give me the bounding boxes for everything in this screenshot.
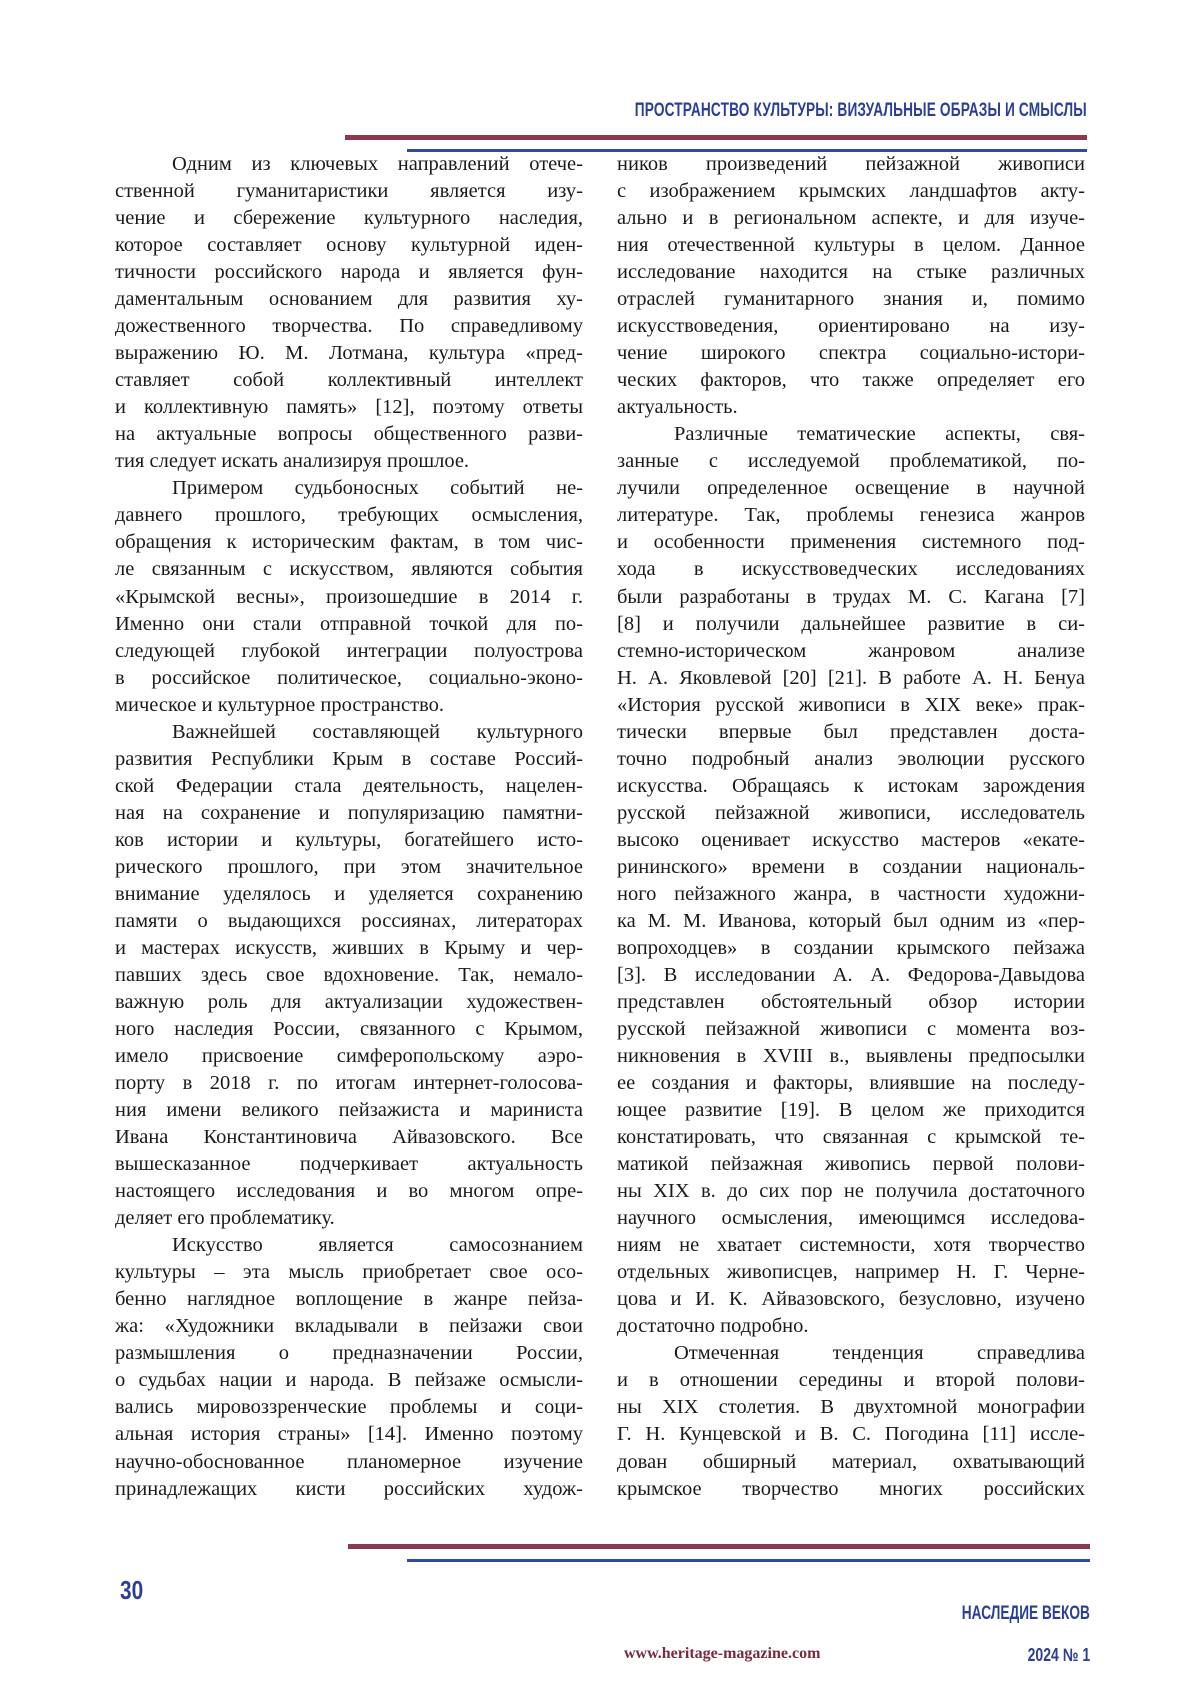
text-line: исследование находится на стыке различных (617, 259, 1085, 286)
text-line: искусства. Обращаясь к истокам зарождения (617, 773, 1085, 800)
text-line: Г. Н. Кунцевской и В. С. Погодина [11] иссле- (617, 1421, 1085, 1448)
section-title: ПРОСТРАНСТВО КУЛЬТУРЫ: ВИЗУАЛЬНЫЕ ОБРАЗЫ И СМЫСЛЫ (635, 100, 1087, 122)
website-link[interactable]: www.heritage-magazine.com (624, 1645, 820, 1663)
text-line: ально и в региональном аспекте, и для изуче- (617, 205, 1085, 232)
text-line: тически впервые был представлен доста- (617, 719, 1085, 746)
paragraph (115, 719, 583, 1233)
text-line: имело присвоение симферопольскому аэро- (115, 1043, 583, 1070)
text-line: ющее развитие [19]. В целом же приходится (617, 1097, 1085, 1124)
text-line: вопроходцев» в создании крымского пейзажа (617, 935, 1085, 962)
text-line: и мастерах искусств, живших в Крыму и чер- (115, 935, 583, 962)
text-line: развития Республики Крым в составе Россий- (115, 746, 583, 773)
text-line: ков истории и культуры, богатейшего исто- (115, 827, 583, 854)
magazine-name: НАСЛЕДИЕ ВЕКОВ (962, 1603, 1090, 1625)
text-line: русской пейзажной живописи, исследователь (617, 800, 1085, 827)
text-line: ного наследия России, связанного с Крымом, (115, 1016, 583, 1043)
paragraph (115, 475, 583, 718)
text-line: павших здесь свое вдохновение. Так, немало- (115, 962, 583, 989)
footer-divider-blue (407, 1559, 1090, 1562)
text-line: бенно наглядное воплощение в жанре пейза- (115, 1286, 583, 1313)
text-line: давнего прошлого, требующих осмысления, (115, 502, 583, 529)
text-line: настоящего исследования и во многом опре- (115, 1178, 583, 1205)
text-line: и коллективную память» [12], поэтому ответы (115, 394, 583, 421)
text-line: отдельных живописцев, например Н. Г. Черне- (617, 1259, 1085, 1286)
text-line: литературе. Так, проблемы генезиса жанров (617, 502, 1085, 529)
text-line: хода в искусствоведческих исследованиях (617, 556, 1085, 583)
text-line: важную роль для актуализации художествен- (115, 989, 583, 1016)
text-line: рининского» времени в создании националь- (617, 854, 1085, 881)
paragraph (115, 1232, 583, 1502)
text-line: русской пейзажной живописи с момента воз- (617, 1016, 1085, 1043)
text-line: Различные тематические аспекты, свя- (617, 421, 1085, 448)
text-line: высоко оценивает искусство мастеров «екате- (617, 827, 1085, 854)
text-line: Ивана Константиновича Айвазовского. Все (115, 1124, 583, 1151)
text-line: Одним из ключевых направлений отече- (115, 151, 583, 178)
text-line: научно-обоснованное планомерное изучение (115, 1449, 583, 1476)
text-line: о судьбах нации и народа. В пейзаже осмысли- (115, 1367, 583, 1394)
text-column-left (115, 151, 583, 1503)
text-line: цова и И. К. Айвазовского, безусловно, изучено (617, 1286, 1085, 1313)
text-line: стемно-историческом жанровом анализе (617, 638, 1085, 665)
text-line: с изображением крымских ландшафтов акту- (617, 178, 1085, 205)
text-line: ле связанным с искусством, являются события (115, 556, 583, 583)
issue-number: 2024 № 1 (1028, 1645, 1090, 1666)
text-line: отраслей гуманитарного знания и, помимо (617, 286, 1085, 313)
text-column-right (617, 151, 1085, 1503)
text-line: тичности российского народа и является фун- (115, 259, 583, 286)
text-line: ния имени великого пейзажиста и мариниста (115, 1097, 583, 1124)
text-line: следующей глубокой интеграции полуострова (115, 638, 583, 665)
text-line: дожественного творчества. По справедливому (115, 313, 583, 340)
text-line: констатировать, что связанная с крымской те- (617, 1124, 1085, 1151)
text-line: альная история страны» [14]. Именно поэтому (115, 1421, 583, 1448)
text-line: ного пейзажного жанра, в частности художни- (617, 881, 1085, 908)
text-line: представлен обстоятельный обзор истории (617, 989, 1085, 1016)
text-line: ния отечественной культуры в целом. Данное (617, 232, 1085, 259)
text-line: Именно они стали отправной точкой для по- (115, 611, 583, 638)
text-line: тия следует искать анализируя прошлое. (115, 448, 583, 475)
paragraph (617, 1340, 1085, 1502)
text-line: ны XIX столетия. В двухтомной монографии (617, 1394, 1085, 1421)
text-line: рического прошлого, при этом значительное (115, 854, 583, 881)
text-line: ка М. М. Иванова, который был одним из «пер- (617, 908, 1085, 935)
text-line: жа: «Художники вкладывали в пейзажи свои (115, 1313, 583, 1340)
text-line: точно подробный анализ эволюции русского (617, 746, 1085, 773)
text-line: размышления о предназначении России, (115, 1340, 583, 1367)
text-line: были разработаны в трудах М. С. Кагана [7] (617, 584, 1085, 611)
text-line: «Крымской весны», произошедшие в 2014 г. (115, 584, 583, 611)
text-line: ная на сохранение и популяризацию памятни- (115, 800, 583, 827)
text-line: даментальным основанием для развития ху- (115, 286, 583, 313)
text-line: ственной гуманитаристики является изу- (115, 178, 583, 205)
text-line: чение широкого спектра социально-истори- (617, 340, 1085, 367)
text-line: актуальность. (617, 394, 1085, 421)
text-line: принадлежащих кисти российских худож- (115, 1476, 583, 1503)
header-divider-red (345, 135, 1087, 140)
page-number: 30 (120, 1575, 143, 1606)
text-line: вались мировоззренческие проблемы и соци- (115, 1394, 583, 1421)
text-line: на актуальные вопросы общественного разви- (115, 421, 583, 448)
paragraph (115, 151, 583, 475)
text-line: ческих факторов, что также определяет его (617, 367, 1085, 394)
text-line: мическое и культурное пространство. (115, 692, 583, 719)
text-line: Важнейшей составляющей культурного (115, 719, 583, 746)
text-line: и особенности применения системного под- (617, 529, 1085, 556)
text-line: Примером судьбоносных событий не- (115, 475, 583, 502)
text-line: ников произведений пейзажной живописи (617, 151, 1085, 178)
text-line: которое составляет основу культурной иден- (115, 232, 583, 259)
text-line: культуры – эта мысль приобретает свое осо- (115, 1259, 583, 1286)
text-line: ставляет собой коллективный интеллект (115, 367, 583, 394)
text-line: выражению Ю. М. Лотмана, культура «пред- (115, 340, 583, 367)
text-line: порту в 2018 г. по итогам интернет-голосова- (115, 1070, 583, 1097)
paragraph (617, 421, 1085, 1340)
text-line: достаточно подробно. (617, 1313, 1085, 1340)
text-line: [3]. В исследовании А. А. Федорова-Давыдова (617, 962, 1085, 989)
text-line: матикой пейзажная живопись первой полови- (617, 1151, 1085, 1178)
footer-divider-red (348, 1544, 1090, 1549)
text-line: памяти о выдающихся россиянах, литераторах (115, 908, 583, 935)
text-line: ее создания и факторы, влиявшие на последу- (617, 1070, 1085, 1097)
text-line: обращения к историческим фактам, в том чис- (115, 529, 583, 556)
text-line: ской Федерации стала деятельность, нацелен- (115, 773, 583, 800)
text-line: и в отношении середины и второй полови- (617, 1367, 1085, 1394)
text-line: деляет его проблематику. (115, 1205, 583, 1232)
text-line: [8] и получили дальнейшее развитие в си- (617, 611, 1085, 638)
text-line: вышесказанное подчеркивает актуальность (115, 1151, 583, 1178)
text-line: научного осмысления, имеющимся исследова- (617, 1205, 1085, 1232)
text-line: Отмеченная тенденция справедлива (617, 1340, 1085, 1367)
paragraph (617, 151, 1085, 421)
text-line: Н. А. Яковлевой [20] [21]. В работе А. Н. Бенуа (617, 665, 1085, 692)
text-line: Искусство является самосознанием (115, 1232, 583, 1259)
text-line: в российское политическое, социально-эконо- (115, 665, 583, 692)
text-line: занные с исследуемой проблематикой, по- (617, 448, 1085, 475)
text-line: чение и сбережение культурного наследия, (115, 205, 583, 232)
text-line: лучили определенное освещение в научной (617, 475, 1085, 502)
text-line: никновения в XVIII в., выявлены предпосылки (617, 1043, 1085, 1070)
text-line: искусствоведения, ориентировано на изу- (617, 313, 1085, 340)
text-line: ниям не хватает системности, хотя творчество (617, 1232, 1085, 1259)
text-line: крымское творчество многих российских (617, 1476, 1085, 1503)
text-line: «История русской живописи в XIX веке» прак- (617, 692, 1085, 719)
text-line: ны XIX в. до сих пор не получила достаточного (617, 1178, 1085, 1205)
text-line: дован обширный материал, охватывающий (617, 1449, 1085, 1476)
text-line: внимание уделялось и уделяется сохранению (115, 881, 583, 908)
